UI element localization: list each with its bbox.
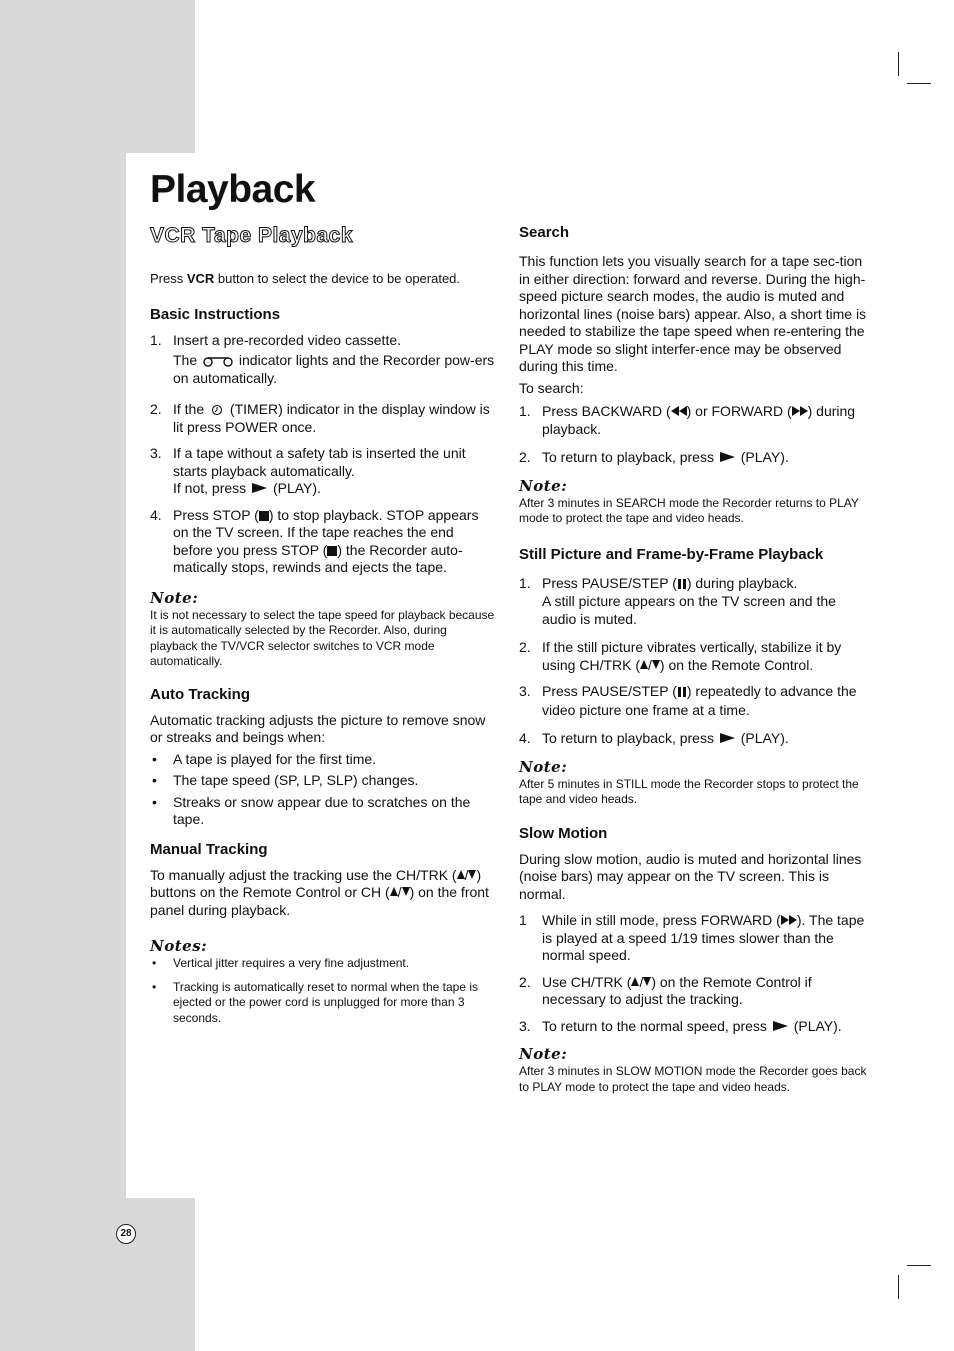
list-item: 4. To return to playback, press (PLAY). bbox=[519, 730, 789, 746]
note-text: It is not necessary to select the tape speed for playback because it is automatically selected by the Recorder. Also, during playback the TV/VCR selector switches to VCR mode automatically. bbox=[150, 607, 495, 668]
down-arrow-icon bbox=[652, 660, 660, 669]
crop-mark bbox=[907, 83, 931, 84]
note-text: After 3 minutes in SEARCH mode the Recorder returns to PLAY mode to protect the tape and video heads. bbox=[519, 495, 859, 525]
fast-forward-icon bbox=[781, 912, 797, 930]
slow-motion-steps bbox=[519, 912, 867, 1035]
notes-list bbox=[150, 956, 495, 1026]
press-vcr-instruction: Press VCR button to select the device to be operated. bbox=[150, 271, 461, 286]
list-item: • Streaks or snow appear due to scratches on the tape. bbox=[152, 793, 471, 827]
crop-mark bbox=[898, 52, 899, 76]
crop-mark bbox=[907, 1265, 931, 1266]
up-arrow-icon bbox=[640, 660, 648, 669]
list-item: 2. If the still picture vibrates vertically, stabilize it by using CH/TRK ( / ) on the Remote Control. bbox=[519, 639, 842, 673]
list-item: • Tracking is automatically reset to normal when the tape is ejected or the power cord is unplugged for more than 3 seconds. bbox=[152, 979, 479, 1025]
stop-icon bbox=[327, 546, 337, 556]
play-icon bbox=[720, 733, 735, 743]
list-item: 1. Press PAUSE/STEP ( ) during playback. A still picture appears on the TV screen and the audio is muted. bbox=[519, 574, 836, 627]
manual-tracking-heading: Manual Tracking bbox=[150, 840, 268, 858]
search-steps bbox=[519, 403, 867, 467]
list-item: 3. To return to the normal speed, press (PLAY). bbox=[519, 1017, 842, 1034]
left-column bbox=[150, 224, 495, 1034]
down-arrow-icon bbox=[402, 887, 410, 896]
right-column bbox=[519, 224, 867, 1095]
margin-band-left bbox=[0, 153, 126, 1198]
up-arrow-icon bbox=[457, 870, 465, 879]
list-item: 3. Press PAUSE/STEP ( ) repeatedly to advance the video picture one frame at a time. bbox=[519, 683, 857, 718]
list-item: 1 While in still mode, press FORWARD ( ). The tape is played at a speed 1/19 times slower than the normal speed. bbox=[519, 912, 865, 963]
list-item: 2. Use CH/TRK ( / ) on the Remote Control if necessary to adjust the tracking. bbox=[519, 973, 812, 1007]
up-arrow-icon bbox=[390, 887, 398, 896]
list-item: • Vertical jitter requires a very fine adjustment. bbox=[152, 956, 410, 970]
timer-clock-icon bbox=[208, 404, 226, 417]
list-item: 4. Press STOP ( ) to stop playback. STOP appears on the TV screen. If the tape reaches the end before you press STOP ( ) the Recorder auto-matically stops, rewinds and ejects the tape. bbox=[150, 506, 479, 575]
list-item: 2. To return to playback, press (PLAY). bbox=[519, 449, 789, 465]
note-title: Note: bbox=[519, 476, 568, 495]
fast-forward-icon bbox=[792, 403, 808, 421]
notes-title: Notes: bbox=[150, 937, 208, 955]
list-item: • The tape speed (SP, LP, SLP) changes. bbox=[152, 772, 419, 788]
page-number: 28 bbox=[116, 1224, 136, 1244]
list-item: 2. If the (TIMER) indicator in the display window is lit press POWER once. bbox=[150, 401, 490, 435]
tape-indicator-icon bbox=[201, 355, 235, 367]
slow-motion-intro: During slow motion, audio is muted and horizontal lines (noise bars) may appear on the TV screen. This is normal. bbox=[519, 850, 862, 902]
margin-band-top bbox=[0, 0, 195, 153]
still-picture-heading: Still Picture and Frame-by-Frame Playback bbox=[519, 545, 824, 563]
auto-tracking-heading: Auto Tracking bbox=[150, 685, 251, 703]
rewind-icon bbox=[671, 403, 687, 421]
still-picture-steps bbox=[519, 575, 867, 748]
auto-tracking-intro: Automatic tracking adjusts the picture to remove snow or streaks and beings when: bbox=[150, 711, 486, 745]
note-text: After 5 minutes in STILL mode the Recorder stops to protect the tape and video heads. bbox=[519, 776, 859, 806]
note-title: Note: bbox=[150, 588, 199, 607]
page-title: Playback bbox=[150, 168, 316, 211]
section-heading-vcr-tape-playback: VCR Tape Playback bbox=[150, 224, 354, 247]
basic-instructions-heading: Basic Instructions bbox=[150, 305, 281, 323]
note-title: Note: bbox=[519, 757, 568, 776]
auto-tracking-list bbox=[150, 751, 495, 829]
play-icon bbox=[720, 452, 735, 462]
note-title: Note: bbox=[519, 1045, 568, 1063]
pause-icon bbox=[677, 576, 687, 594]
to-search-label: To search: bbox=[519, 379, 584, 396]
slow-motion-heading: Slow Motion bbox=[519, 824, 608, 842]
play-icon bbox=[252, 483, 267, 493]
basic-instructions-list bbox=[150, 332, 495, 577]
stop-icon bbox=[259, 511, 269, 521]
crop-mark bbox=[898, 1275, 899, 1299]
list-item: • A tape is played for the first time. bbox=[152, 750, 377, 767]
search-heading: Search bbox=[519, 224, 570, 241]
list-item: 1. Press BACKWARD ( ) or FORWARD ( ) during playback. bbox=[519, 403, 856, 437]
play-icon bbox=[773, 1021, 788, 1031]
list-item: 3. If a tape without a safety tab is inserted the unit starts playback automatically. If not, press (PLAY). bbox=[150, 445, 466, 496]
manual-tracking-text: To manually adjust the tracking use the CH/TRK ( / ) buttons on the Remote Control or CH ( / ) on the front panel during playback. bbox=[150, 866, 489, 918]
pause-icon bbox=[677, 684, 687, 702]
search-intro: This function lets you visually search for a tape sec-tion in either direction: forward and reverse. During the high-speed picture search modes, the audio is muted and horizontal lines (noise bars) appear. Also, a short time is needed to stabilize the tape speed when re-entering the PLAY mode so slight interfer-ence may be observed during this time. bbox=[519, 253, 867, 374]
list-item: 1. Insert a pre-recorded video cassette. The indicator lights and the Recorder pow-ers on automatically. bbox=[150, 331, 495, 386]
note-text: After 3 minutes in SLOW MOTION mode the Recorder goes back to PLAY mode to protect the tape and video heads. bbox=[519, 1064, 867, 1094]
margin-band-bottom bbox=[0, 1198, 195, 1351]
